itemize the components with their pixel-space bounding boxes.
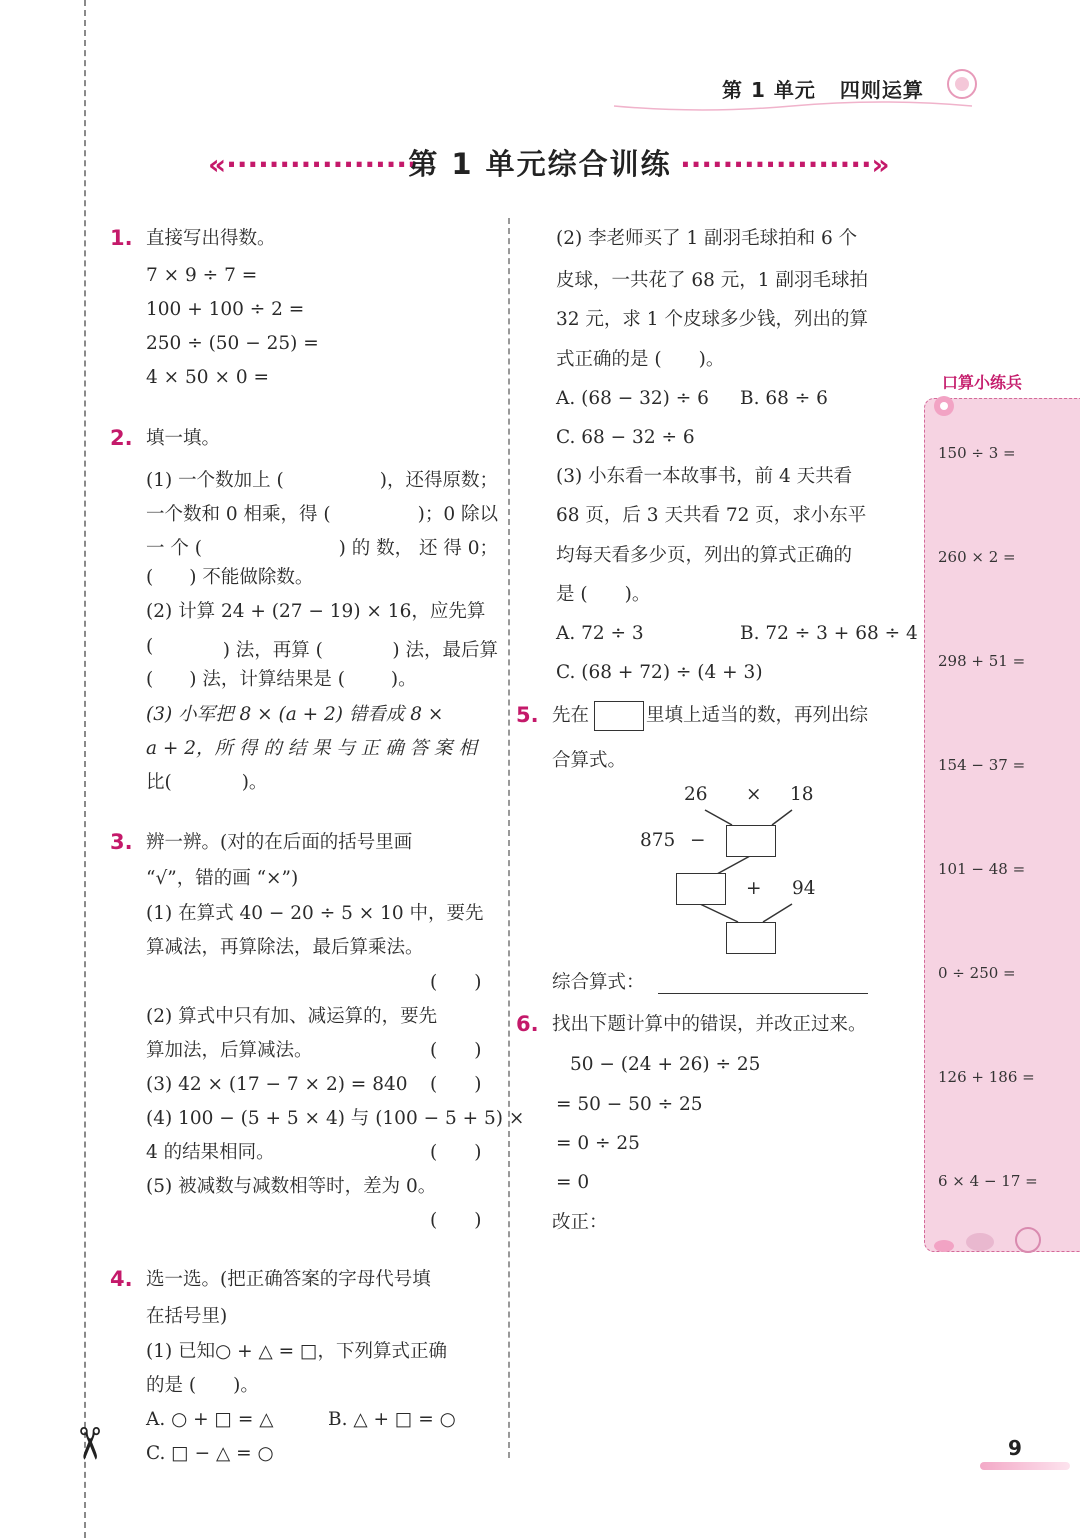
q5-answer-box[interactable]	[726, 825, 776, 857]
q2-line: (3) 小军把 8 × (a + 2) 错看成 8 ×	[146, 704, 444, 725]
q3-line: 4 的结果相同。	[146, 1142, 275, 1163]
q3-answer-paren[interactable]: ( )	[430, 1142, 482, 1163]
q2-line: (2) 计算 24 + (27 − 19) × 16，应先算	[146, 601, 486, 622]
scissors-icon: ✂	[62, 1425, 114, 1462]
title-right-decoration: ∙∙∙∙∙∙∙∙∙∙∙∙∙∙∙∙∙∙»	[680, 148, 890, 181]
sidebar-item: 101 − 48 =	[938, 860, 1026, 878]
sidebar-item: 0 ÷ 250 =	[938, 964, 1016, 982]
q4-p2-option-a[interactable]: A. (68 − 32) ÷ 6	[556, 388, 709, 409]
q6-number: 6.	[516, 1012, 539, 1036]
q3-text: “√”，错的画 “×”)	[146, 868, 299, 889]
q6-step: 50 − (24 + 26) ÷ 25	[570, 1054, 761, 1075]
q5-op-multiply: ×	[746, 784, 762, 805]
q5-answer-box[interactable]	[726, 922, 776, 954]
q4-p2-line: 式正确的是 ( )。	[556, 349, 725, 370]
sidebar-item: 150 ÷ 3 =	[938, 444, 1016, 462]
q5-text-pre: 先在	[552, 705, 590, 726]
q2-number: 2.	[110, 426, 133, 450]
q3-text: 辨一辨。(对的在后面的括号里画	[146, 832, 413, 853]
sidebar-label: 口算小练兵	[942, 373, 1023, 392]
unit-header	[722, 74, 948, 103]
q1-item: 4 × 50 × 0 =	[146, 367, 269, 388]
q3-line: (2) 算式中只有加、减运算的，要先	[146, 1006, 438, 1027]
unit-topic: 四则运算	[839, 78, 924, 102]
q6-step: = 50 − 50 ÷ 25	[556, 1094, 703, 1115]
sidebar-item: 260 × 2 =	[938, 548, 1016, 566]
q3-number: 3.	[110, 830, 133, 854]
q5-op-minus: −	[690, 830, 706, 851]
q2-line: (1) 一个数加上 ( )，还得原数；	[146, 470, 498, 491]
q4-p3-line: 是 ( )。	[556, 584, 651, 605]
q2-line: ( ) 法，再算 ( ) 法，最后算	[146, 636, 498, 661]
q4-p1-option-b[interactable]: B. △ + □ = ○	[328, 1409, 456, 1430]
q1-text: 直接写出得数。	[146, 228, 276, 249]
q5-number: 5.	[516, 703, 539, 727]
page-number-bar	[980, 1462, 1070, 1470]
page-title: 第 1 单元综合训练	[408, 147, 672, 181]
q6-step: = 0	[556, 1172, 590, 1193]
sidebar-shell-decoration	[928, 1224, 1058, 1268]
q3-answer-paren[interactable]: ( )	[430, 1210, 482, 1231]
q5-op-plus: +	[746, 878, 762, 899]
q6-text: 找出下题计算中的错误，并改正过来。	[552, 1014, 867, 1035]
q4-p3-option-a[interactable]: A. 72 ÷ 3	[556, 623, 644, 644]
q5-number-94: 94	[792, 878, 816, 899]
column-divider	[508, 218, 510, 1458]
q4-p1-line: 的是 ( )。	[146, 1375, 259, 1396]
q3-answer-paren[interactable]: ( )	[430, 1040, 482, 1061]
q1-item: 7 × 9 ÷ 7 =	[146, 265, 258, 286]
q2-line: ( ) 不能做除数。	[146, 567, 314, 588]
q4-number: 4.	[110, 1267, 133, 1291]
q4-p3-line: 均每天看多少页，列出的算式正确的	[556, 545, 853, 566]
q6-fix-label: 改正：	[552, 1212, 608, 1233]
q5-inline-box	[594, 701, 644, 731]
q1-item: 250 ÷ (50 − 25) =	[146, 333, 319, 354]
q4-p1-option-a[interactable]: A. ○ + □ = △	[146, 1409, 274, 1430]
q3-line: (3) 42 × (17 − 7 × 2) = 840	[146, 1074, 408, 1095]
q2-text: 填一填。	[146, 428, 221, 449]
q5-answer-box[interactable]	[676, 873, 726, 905]
sidebar-item: 126 + 186 =	[938, 1068, 1035, 1086]
q4-p2-line: (2) 李老师买了 1 副羽毛球拍和 6 个	[556, 228, 858, 249]
sidebar-item: 6 × 4 − 17 =	[938, 1172, 1038, 1190]
q4-p3-line: (3) 小东看一本故事书，前 4 天共看	[556, 466, 853, 487]
cut-line	[84, 0, 86, 1538]
q6-step: = 0 ÷ 25	[556, 1133, 640, 1154]
q5-number-26: 26	[684, 784, 708, 805]
q3-line: (4) 100 − (5 + 5 × 4) 与 (100 − 5 + 5) ×	[146, 1108, 525, 1129]
q2-line: ( ) 法，计算结果是 ( )。	[146, 669, 417, 690]
q3-answer-paren[interactable]: ( )	[430, 1074, 482, 1095]
q4-p3-line: 68 页，后 3 天共看 72 页，求小东平	[556, 505, 867, 526]
q3-line: 算减法，再算除法，最后算乘法。	[146, 937, 424, 958]
header-swirl-decoration	[612, 100, 982, 120]
q4-p3-option-c[interactable]: C. (68 + 72) ÷ (4 + 3)	[556, 662, 763, 683]
q4-text: 在括号里)	[146, 1306, 228, 1327]
flower-icon	[940, 64, 984, 106]
q3-line: 算加法，后算减法。	[146, 1040, 313, 1061]
q2-line: 比( )。	[146, 772, 268, 793]
unit-label: 第 1 单元	[722, 78, 816, 102]
q4-p2-line: 皮球，一共花了 68 元，1 副羽毛球拍	[556, 270, 868, 291]
q5-number-18: 18	[790, 784, 814, 805]
sidebar-panel	[924, 398, 1080, 1252]
sidebar-flower-icon	[928, 392, 962, 422]
q5-number-875: 875	[640, 830, 676, 851]
q3-line: (1) 在算式 40 − 20 ÷ 5 × 10 中，要先	[146, 903, 484, 924]
q1-item: 100 + 100 ÷ 2 =	[146, 299, 305, 320]
q4-p1-option-c[interactable]: C. □ − △ = ○	[146, 1443, 274, 1464]
page-number: 9	[1008, 1436, 1022, 1460]
q5-formula-input[interactable]	[658, 993, 868, 994]
q4-p1-line: (1) 已知○ + △ = □，下列算式正确	[146, 1341, 447, 1362]
sidebar-item: 298 + 51 =	[938, 652, 1026, 670]
q3-line: (5) 被减数与减数相等时，差为 0。	[146, 1176, 437, 1197]
q2-line: a + 2，所 得 的 结 果 与 正 确 答 案 相	[146, 738, 477, 759]
q4-p3-option-b[interactable]: B. 72 ÷ 3 + 68 ÷ 4	[740, 623, 918, 644]
q5-formula-label: 综合算式：	[552, 972, 645, 993]
q2-line: 一 个 ( ) 的 数， 还 得 0；	[146, 538, 498, 559]
q4-p2-option-b[interactable]: B. 68 ÷ 6	[740, 388, 828, 409]
q2-line: 一个数和 0 相乘，得 ( )；0 除以	[146, 504, 498, 525]
title-left-decoration: «∙∙∙∙∙∙∙∙∙∙∙∙∙∙∙∙∙∙	[208, 148, 418, 181]
q1-number: 1.	[110, 226, 133, 250]
q4-p2-option-c[interactable]: C. 68 − 32 ÷ 6	[556, 427, 695, 448]
q4-p2-line: 32 元，求 1 个皮球多少钱，列出的算	[556, 309, 868, 330]
q3-answer-paren[interactable]: ( )	[430, 972, 482, 993]
sidebar-item: 154 − 37 =	[938, 756, 1026, 774]
q5-text-post: 里填上适当的数，再列出综	[646, 705, 869, 726]
q5-text-line2: 合算式。	[552, 750, 627, 771]
q4-text: 选一选。(把正确答案的字母代号填	[146, 1269, 431, 1290]
